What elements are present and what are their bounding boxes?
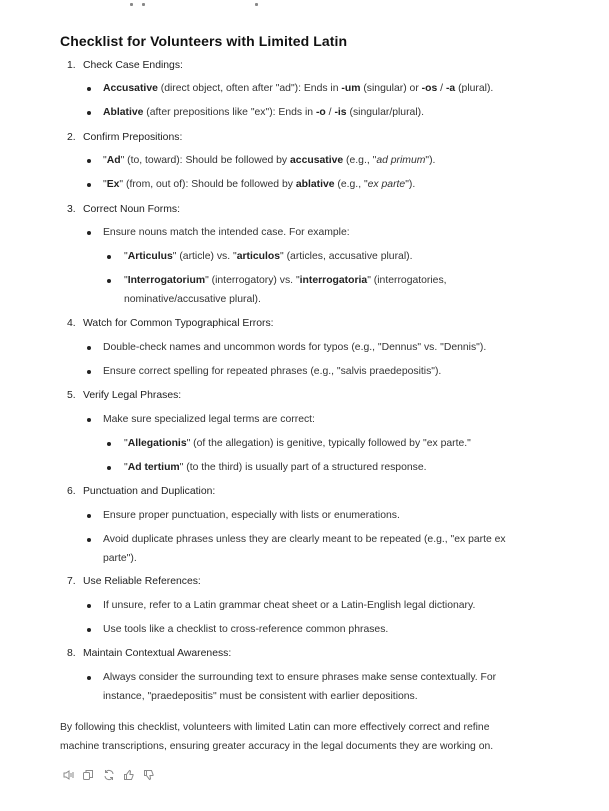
section-heading: 8. Maintain Contextual Awareness: [67, 648, 232, 659]
section-heading: 7. Use Reliable References: [67, 576, 201, 587]
list-item: Ensure correct spelling for repeated phrases (e.g., "salvis praedepositis"). [87, 362, 441, 381]
sub-list-item: "Interrogatorium" (interrogatory) vs. "interrogatoria" (interrogatories, [107, 271, 447, 290]
list-item: Double-check names and uncommon words for typos (e.g., "Dennus" vs. "Dennis"). [87, 338, 486, 357]
list-item-continuation: parte"). [103, 553, 137, 564]
list-item: Ensure nouns match the intended case. For example: [87, 223, 350, 242]
regenerate-icon[interactable] [102, 769, 116, 783]
bullet-icon [107, 255, 111, 259]
copy-icon[interactable] [81, 769, 95, 783]
closing-paragraph: By following this checklist, volunteers with limited Latin can more effectively correct and refine [60, 722, 490, 733]
bullet-icon [87, 159, 91, 163]
section-heading: 2. Confirm Prepositions: [67, 132, 183, 143]
section-heading: 5. Verify Legal Phrases: [67, 390, 182, 401]
bullet-icon [107, 466, 111, 470]
list-item: Use tools like a checklist to cross-reference common phrases. [87, 620, 388, 639]
truncated-previous-content [130, 3, 270, 7]
sub-list-item: "Ad tertium" (to the third) is usually part of a structured response. [107, 458, 427, 477]
bullet-icon [87, 604, 91, 608]
list-item: Always consider the surrounding text to ensure phrases make sense contextually. For [87, 668, 496, 687]
list-item: "Ad" (to, toward): Should be followed by accusative (e.g., "ad primum"). [87, 151, 435, 170]
list-item: "Ex" (from, out of): Should be followed by ablative (e.g., "ex parte"). [87, 175, 415, 194]
closing-paragraph: machine transcriptions, ensuring greater accuracy in the legal documents they are working on. [60, 741, 494, 752]
bullet-icon [107, 279, 111, 283]
bullet-icon [87, 87, 91, 91]
sub-list-item: "Allegationis" (of the allegation) is genitive, typically followed by "ex parte." [107, 434, 471, 453]
thumbs-down-icon[interactable] [142, 769, 156, 783]
bullet-icon [87, 628, 91, 632]
list-item-continuation: instance, "praedepositis" must be consistent with earlier depositions. [103, 691, 418, 702]
bullet-icon [87, 538, 91, 542]
bullet-icon [87, 346, 91, 350]
bullet-icon [87, 111, 91, 115]
sub-list-item: "Articulus" (article) vs. "articulos" (articles, accusative plural). [107, 247, 412, 266]
bullet-icon [107, 442, 111, 446]
speaker-icon[interactable] [62, 769, 76, 783]
list-item: If unsure, refer to a Latin grammar cheat sheet or a Latin-English legal dictionary. [87, 596, 475, 615]
list-item: Avoid duplicate phrases unless they are clearly meant to be repeated (e.g., "ex parte ex [87, 530, 506, 549]
section-heading: 1. Check Case Endings: [67, 60, 183, 71]
list-item: Ensure proper punctuation, especially with lists or enumerations. [87, 506, 400, 525]
thumbs-up-icon[interactable] [122, 769, 136, 783]
list-item: Ablative (after prepositions like "ex"): Ends in -o / -is (singular/plural). [87, 103, 424, 122]
checklist-title: Checklist for Volunteers with Limited Latin [60, 33, 348, 49]
section-heading: 6. Punctuation and Duplication: [67, 486, 216, 497]
bullet-icon [87, 231, 91, 235]
bullet-icon [87, 418, 91, 422]
sub-list-item-continuation: nominative/accusative plural). [124, 294, 261, 305]
bullet-icon [87, 370, 91, 374]
list-item: Accusative (direct object, often after "ad"): Ends in -um (singular) or -os / -a (plural). [87, 79, 493, 98]
list-item: Make sure specialized legal terms are correct: [87, 410, 315, 429]
section-heading: 3. Correct Noun Forms: [67, 204, 181, 215]
bullet-icon [87, 514, 91, 518]
bullet-icon [87, 676, 91, 680]
section-heading: 4. Watch for Common Typographical Errors: [67, 318, 274, 329]
bullet-icon [87, 183, 91, 187]
